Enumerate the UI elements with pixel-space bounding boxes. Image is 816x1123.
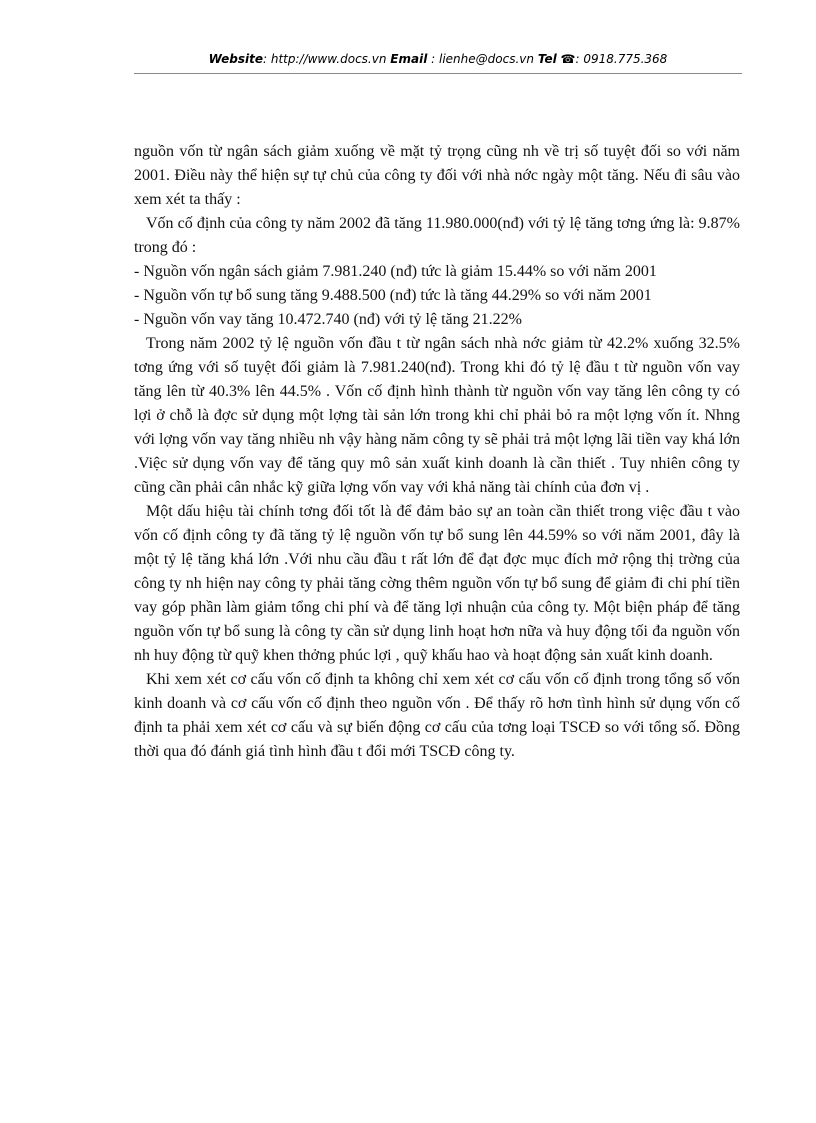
phone-icon: ☎ (560, 52, 576, 66)
header-divider (134, 73, 742, 74)
tel-value: : 0918.775.368 (575, 52, 668, 66)
paragraph: Vốn cố định của công ty năm 2002 đã tăng 11.980.000(nđ) với tỷ lệ tăng tơng ứng là: 9.87% trong đó : (134, 215, 740, 256)
paragraph: Trong năm 2002 tỷ lệ nguồn vốn đầu t từ ngân sách nhà nớc giảm từ 42.2% xuống 32.5% tơng ứng với số tuyệt đối giảm là 7.981.240(nđ). Trong khi đó tỷ lệ đầu t từ nguồn vốn vay tăng lên từ 40.3% lên 44.5% . Vốn cố định hình thành từ nguồn vốn vay tăng lên công ty có lợi ở chỗ là đợc sử dụng một lợng tài sản lớn trong khi chỉ phải bỏ ra một lợng vốn ít. Nhng với lợng vốn vay tăng nhiều nh vậy hàng năm công ty sẽ phải trả một lợng lãi tiền vay khá lớn .Việc sử dụng vốn vay để tăng quy mô sản xuất kinh doanh là cần thiết . Tuy nhiên công ty cũng cần phải cân nhắc kỹ giữa lợng vốn vay với khả năng tài chính của đơn vị . (134, 335, 740, 496)
page-header (134, 52, 742, 66)
document-body (134, 140, 740, 764)
list-item: - Nguồn vốn ngân sách giảm 7.981.240 (nđ) tức là giảm 15.44% so với năm 2001 (134, 263, 657, 280)
website-label: Website (208, 52, 263, 66)
paragraph: Khi xem xét cơ cấu vốn cố định ta không chỉ xem xét cơ cấu vốn cố định trong tổng số vốn kinh doanh và cơ cấu vốn cố định theo nguồn vốn . Để thấy rõ hơn tình hình sử dụng vốn cố định ta phải xem xét cơ cấu và sự biến động cơ cấu của tơng loại TSCĐ so với tổng số. Đồng thời qua đó đánh giá tình hình đầu t đổi mới TSCĐ công ty. (134, 671, 740, 760)
paragraph: nguồn vốn từ ngân sách giảm xuống về mặt tỷ trọng cũng nh về trị số tuyệt đối so với năm 2001. Điều này thể hiện sự tự chủ của công ty đối với nhà nớc ngày một tăng. Nếu đi sâu vào xem xét ta thấy : (134, 143, 740, 208)
email-label: Email (390, 52, 428, 66)
paragraph: Một dấu hiệu tài chính tơng đối tốt là để đảm bảo sự an toàn cần thiết trong việc đầu t vào vốn cố định công ty đã tăng tỷ lệ nguồn vốn tự bổ sung lên 44.59% so với năm 2001, đây là một tỷ lệ tăng khá lớn .Với nhu cầu đầu t rất lớn để đạt đợc mục đích mở rộng thị trờng của công ty nh hiện nay công ty phải tăng cờng thêm nguồn vốn tự bổ sung để giảm đi chi phí tiền vay góp phần làm giảm tổng chi phí và để tăng lợi nhuận của công ty. Một biện pháp để tăng nguồn vốn tự bổ sung là công ty cần sử dụng linh hoạt hơn nữa và huy động tối đa nguồn vốn nh huy động từ quỹ khen thởng phúc lợi , quỹ khấu hao và hoạt động sản xuất kinh doanh. (134, 503, 740, 664)
tel-label: Tel (537, 52, 557, 66)
website-url[interactable]: : http://www.docs.vn (263, 52, 387, 66)
email-value[interactable]: : lienhe@docs.vn (431, 52, 534, 66)
list-item: - Nguồn vốn vay tăng 10.472.740 (nđ) với tỷ lệ tăng 21.22% (134, 311, 522, 328)
list-item: - Nguồn vốn tự bổ sung tăng 9.488.500 (nđ) tức là tăng 44.29% so với năm 2001 (134, 287, 652, 304)
